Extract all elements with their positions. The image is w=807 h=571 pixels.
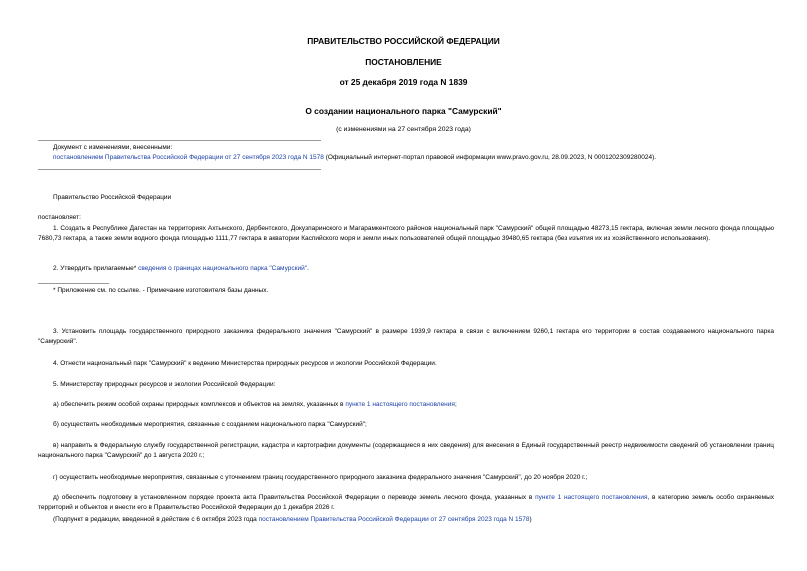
date-number-heading: от 25 декабря 2019 года N 1839 (339, 77, 468, 87)
amending-decree-link[interactable]: постановлением Правительства Российской Федерации от 27 сентября 2023 года N 1578 (53, 154, 324, 161)
changes-bottom-rule (38, 169, 321, 170)
document-title: О создании национального парка "Самурский" (305, 106, 502, 116)
changes-top-rule (38, 140, 321, 141)
changes-line (53, 153, 656, 163)
subparagraph-d-note (53, 515, 532, 525)
changes-source: (Официальный интернет-портал правовой информации www.pravo.gov.ru, 28.09.2023, N 0001202309280024). (323, 154, 657, 161)
subparagraph-g: г) осуществить необходимые мероприятия, связанные с уточнением границ государственного природного заказника федерального значения "Самурский", до 20 ноября 2020 г.; (53, 474, 588, 481)
subparagraph-a-suffix: ; (454, 401, 457, 408)
authority-text: Правительство Российской Федерации (53, 194, 172, 201)
paragraph-3: 3. Установить площадь государственного природного заказника федерального значения "Самурский" в размере 1939,9 гектара в связи с включением 9260,1 гектара его территории в состав создаваемого национального парка "Самурский". (38, 328, 774, 345)
park-boundaries-link[interactable]: сведения о границах национального парка "Самурский" (138, 265, 308, 272)
footnote-rule (38, 283, 109, 284)
paragraph-2-suffix: . (307, 265, 309, 272)
decides-text: постановляет: (38, 214, 81, 221)
point-1-link-a[interactable]: пункте 1 настоящего постановления (345, 401, 455, 408)
amendment-note: (с изменениями на 27 сентября 2023 года) (336, 126, 471, 133)
subparagraph-v: в) направить в Федеральную службу государственной регистрации, кадастра и картографии документы (содержащиеся в них сведения) для внесения в Единый государственный реестр недвижимости сведений об установлении границ национального парка "Самурский" до 1 августа 2020 г.; (38, 442, 774, 459)
subparagraph-d-suffix: , в категорию земель особо охраняемых территорий и объектов и внести его в Правительство Российской Федерации до 1 декабря 2026 г. (38, 494, 774, 511)
doc-type-heading: ПОСТАНОВЛЕНИЕ (365, 57, 442, 67)
footnote-text: * Приложение см. по ссылке. - Примечание изготовителя базы данных. (53, 287, 269, 294)
paragraph-1: 1. Создать в Республике Дагестан на территориях Ахтынского, Дербентского, Докузпаринского и Магарамкентского районов национальный парк "Самурский" общей площадью 48273,15 гектара, включая земли лесного фонда площадью 7680,73 гектара, а также земли водного фонда площадью 1111,77 гектара в акватории Каспийского моря и земли иных пользователей общей площадью 39480,65 гектара (без изъятия их из хозяйственного использования). (38, 225, 774, 242)
subparagraph-d-prefix: д) обеспечить подготовку в установленном порядке проекта акта Правительства Российской Федерации о переводе земель лесного фонда, указанных в (53, 494, 536, 501)
note-decree-link[interactable]: постановлением Правительства Российской Федерации от 27 сентября 2023 года N 1578 (258, 516, 530, 523)
note-prefix: (Подпункт в редакции, введенной в действие с 6 октября 2023 года (53, 516, 259, 523)
subparagraph-d (38, 493, 774, 513)
paragraph-2-prefix: 2. Утвердить прилагаемые* (53, 265, 139, 272)
paragraph-5: 5. Министерству природных ресурсов и экологии Российской Федерации: (53, 381, 276, 388)
paragraph-2 (53, 264, 309, 274)
paragraph-4: 4. Отнести национальный парк "Самурский" к ведению Министерства природных ресурсов и экологии Российской Федерации. (53, 360, 437, 367)
changes-intro: Документ с изменениями, внесенными: (53, 144, 173, 151)
subparagraph-a-prefix: а) обеспечить режим особой охраны природных комплексов и объектов на землях, указанных в (53, 401, 346, 408)
note-suffix: ) (529, 516, 532, 523)
subparagraph-b: б) осуществить необходимые мероприятия, связанные с созданием национального парка "Самурский"; (53, 421, 367, 428)
government-heading: ПРАВИТЕЛЬСТВО РОССИЙСКОЙ ФЕДЕРАЦИИ (307, 36, 500, 46)
subparagraph-a (53, 400, 457, 410)
point-1-link-d[interactable]: пункте 1 настоящего постановления (535, 494, 648, 501)
